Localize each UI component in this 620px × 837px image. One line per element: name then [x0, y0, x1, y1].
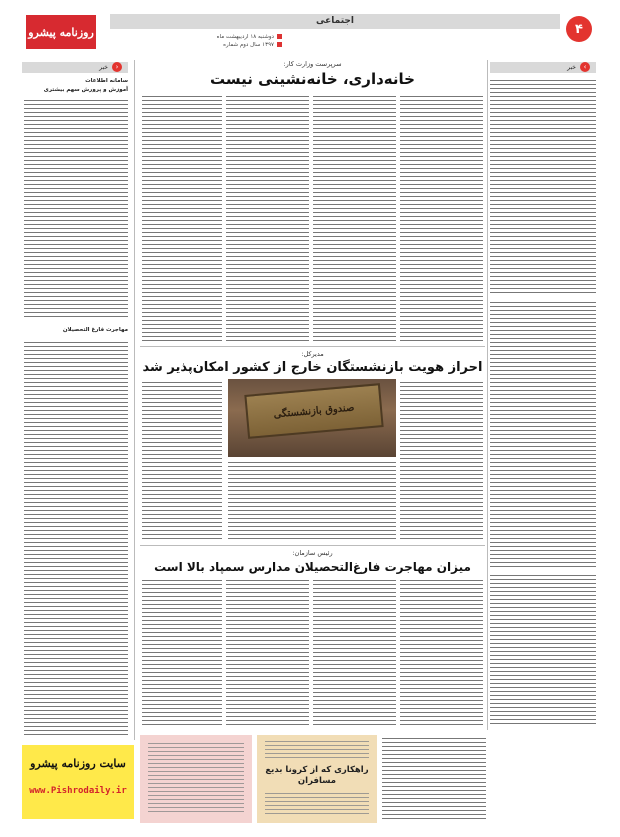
left-subhead-2: آموزش و پرورش سهم بیشتری [43, 87, 128, 93]
article-3-headline: میزان مهاجرت فارغ‌التحصیلان مدارس سمپاد بالا است [154, 560, 471, 574]
page-number-badge: ۴ [566, 16, 592, 42]
right-column-text-2 [490, 302, 596, 567]
date-line-2: ۱۳۹۷ سال دوم شماره [223, 42, 274, 48]
bullet-icon [277, 34, 282, 39]
article-2-col-1 [400, 382, 483, 542]
article-3-col-3 [226, 580, 309, 725]
photo-sign: صندوق بازنشستگی [244, 383, 383, 439]
article-3-col-1 [400, 580, 483, 725]
right-column-text-1 [490, 80, 596, 295]
gold-box [257, 735, 377, 823]
article-1-kicker: سرپرست وزارت کار: [283, 60, 342, 68]
article-divider [140, 545, 485, 546]
article-3-col-4 [142, 580, 222, 725]
article-1-headline: خانه‌داری، خانه‌نشینی نیست [210, 70, 415, 88]
article-2-photo [228, 379, 396, 457]
bullet-icon [277, 42, 282, 47]
ad-title: سایت روزنامه پیشرو [30, 757, 126, 770]
chevron-right-icon: › [580, 62, 590, 72]
section-bar [110, 14, 560, 29]
left-column-tag [22, 62, 128, 73]
chevron-left-icon: ‹ [112, 62, 122, 72]
article-2-col-2 [228, 462, 396, 542]
right-column-tag [490, 62, 596, 73]
pink-box [140, 735, 252, 823]
left-subhead-1: سامانه اطلاعات [85, 78, 128, 84]
left-subhead-3: مهاجرت فارغ التحصیلان [62, 327, 128, 333]
article-3-col-2 [313, 580, 396, 725]
column-divider [134, 60, 135, 740]
date-line-1: دوشنبه ۱۸ اردیبهشت ماه [216, 34, 274, 40]
article-2-kicker: مدیرکل: [301, 350, 324, 358]
right-column-tag-label: خبر [567, 64, 576, 71]
article-3-kicker: رئیس سازمان: [292, 549, 333, 557]
left-column-text-1 [24, 100, 128, 320]
gold-box-text [265, 741, 369, 761]
website-ad[interactable] [22, 745, 134, 819]
section-title: اجتماعی [316, 16, 354, 26]
article-1-col-1 [400, 96, 483, 341]
article-1-col-2 [313, 96, 396, 341]
article-2-headline: احراز هویت بازنشستگان خارج از کشور امکان‌پذیر شد [142, 360, 483, 375]
article-divider [140, 346, 485, 347]
gold-box-headline: راهکاری که از کرونا بدیع مسافران [265, 765, 369, 786]
newspaper-logo: روزنامه پیشرو [26, 15, 96, 49]
left-column-text-2 [24, 342, 128, 737]
article-1-col-3 [226, 96, 309, 341]
pink-box-text [148, 743, 244, 815]
article-1-col-4 [142, 96, 222, 341]
right-column-text-3 [490, 575, 596, 725]
left-column-tag-label: خبر [99, 64, 108, 71]
gold-box-text-2 [265, 793, 369, 817]
column-divider [487, 60, 488, 730]
bottom-right-text [382, 738, 486, 822]
article-2-col-3 [142, 382, 222, 542]
date-lines [112, 33, 282, 49]
ad-url[interactable]: www.Pishrodaily.ir [29, 786, 127, 796]
